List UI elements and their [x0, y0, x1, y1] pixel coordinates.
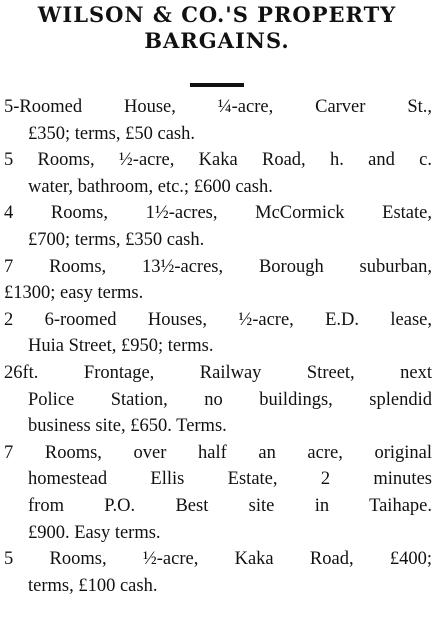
listing-1-line-1: 5-Roomed House, ¼-acre, Carver St.,: [4, 97, 432, 117]
listing-3-line-2: £700; terms, £350 cash.: [28, 229, 205, 250]
headline-divider-rule: [190, 83, 244, 87]
listing-5-line-2: Huia Street, £950; terms.: [28, 336, 214, 357]
listing-7-line-1: 7 Rooms, over half an acre, original: [4, 442, 432, 463]
listing-6: [4, 360, 432, 440]
listing-7-line-2: homestead Ellis Estate, 2 minutes: [28, 469, 432, 490]
property-listings: [4, 94, 432, 599]
listing-6-line-3: business site, £650. Terms.: [28, 416, 227, 437]
listing-7: [4, 440, 432, 546]
headline-line-2: BARGAINS.: [144, 28, 290, 53]
listing-2-line-1: 5 Rooms, ½-acre, Kaka Road, h. and c.: [4, 150, 432, 171]
listing-4: [4, 254, 432, 307]
listing-1: [4, 94, 432, 147]
listing-7-line-4: £900. Easy terms.: [28, 522, 161, 543]
listing-1-line-2: £350; terms, £50 cash.: [28, 123, 195, 144]
listing-3: [4, 200, 432, 253]
listing-8: [4, 546, 432, 599]
listing-4-line-1: 7 Rooms, 13½-acres, Borough suburban,: [4, 256, 432, 277]
listing-5-line-1: 2 6-roomed Houses, ½-acre, E.D. lease,: [4, 309, 432, 330]
headline-line-1: WILSON & CO.'S PROPERTY: [37, 2, 397, 27]
listing-4-line-2: £1300; easy terms.: [4, 283, 144, 304]
listing-2-line-2: water, bathroom, etc.; £600 cash.: [28, 176, 273, 197]
listing-8-line-1: 5 Rooms, ½-acre, Kaka Road, £400;: [4, 549, 432, 570]
listing-3-line-1: 4 Rooms, 1½-acres, McCormick Estate,: [4, 203, 432, 224]
listing-8-line-2: terms, £100 cash.: [28, 575, 158, 596]
listing-2: [4, 147, 432, 200]
listing-6-line-2: Police Station, no buildings, splendid: [28, 389, 432, 410]
listing-5: [4, 307, 432, 360]
listing-6-line-1: 26ft. Frontage, Railway Street, next: [4, 362, 432, 383]
listing-7-line-3: from P.O. Best site in Taihape.: [28, 495, 432, 516]
